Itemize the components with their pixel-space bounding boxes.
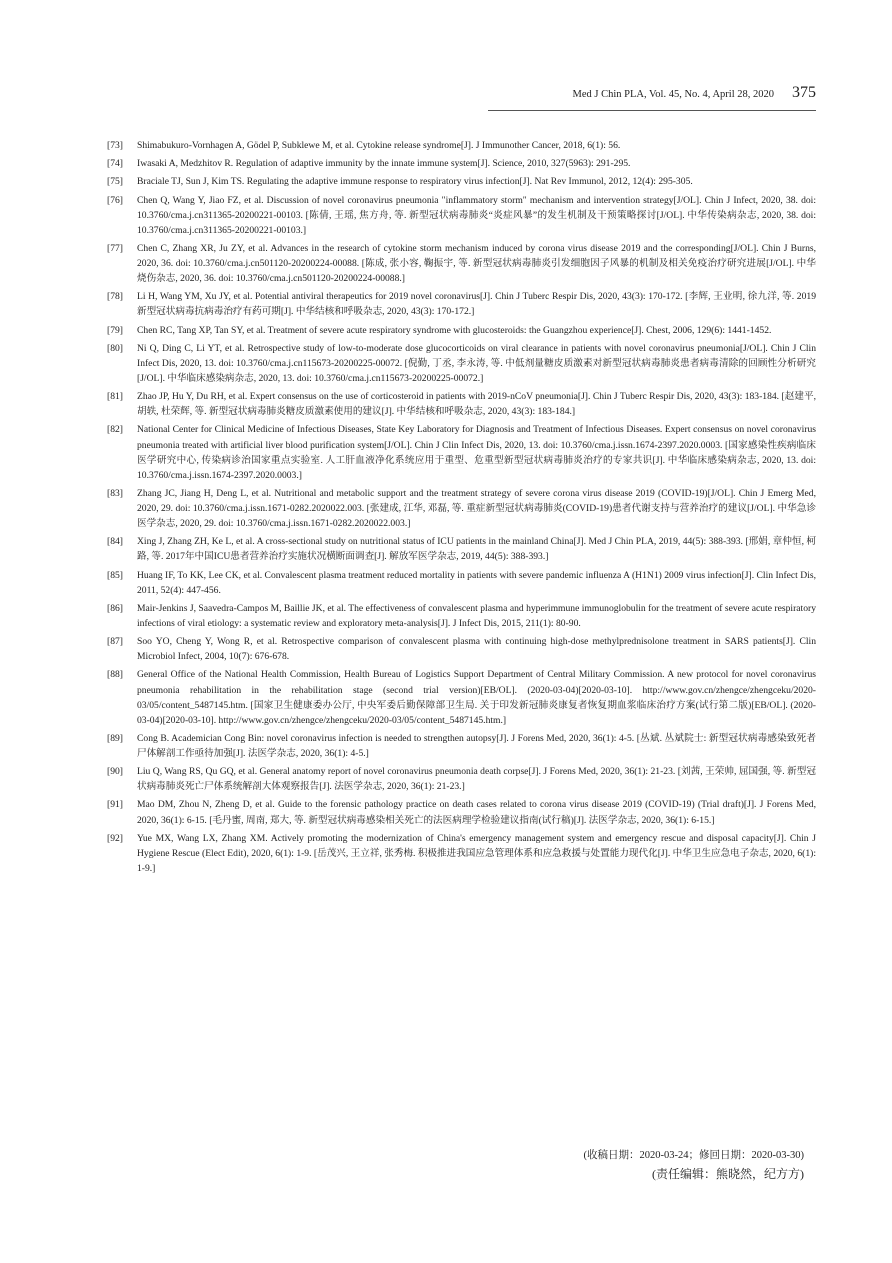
reference-number: [84] [107,536,123,548]
reference-text: Li H, Wang YM, Xu JY, et al. Potential antiviral therapeutics for 2019 novel coronavirus[J]. Chin J Tuberc Respir Dis, 2020, 43(3): 170-172. [李辉, 王业明, 徐九洋, 等. 2019新型冠状病毒抗病毒治疗有药可期[J]. 中华结核和呼吸杂志, 2020, 43(3): 170-172.] [137,291,816,318]
received-revised-dates: (收稿日期：2020-03-24；修回日期：2020-03-30) [583,1150,804,1161]
reference-number: [81] [107,391,123,403]
reference-number: [76] [107,194,123,206]
reference-number: [82] [107,424,123,436]
reference-item [107,422,816,482]
reference-text: Huang IF, To KK, Lee CK, et al. Convalescent plasma treatment reduced mortality in patients with severe pandemic influenza A (H1N1) 2009 virus infection[J]. Clin Infect Dis, 2011, 52(4): 447-456. [137,569,816,596]
reference-item [107,193,816,238]
reference-number: [74] [107,158,123,170]
reference-item [107,241,816,286]
reference-item [107,389,816,419]
reference-number: [86] [107,602,123,614]
running-header [488,84,816,111]
reference-number: [85] [107,569,123,581]
reference-item [107,797,816,827]
reference-text: Shimabukuro-Vornhagen A, Gödel P, Subklewe M, et al. Cytokine release syndrome[J]. J Immunother Cancer, 2018, 6(1): 56. [137,140,621,151]
reference-number: [83] [107,487,123,499]
reference-text: National Center for Clinical Medicine of Infectious Diseases, State Key Laboratory for Diagnosis and Treatment of Infectious Diseases. Expert consensus on novel coronavirus pneumonia treated with artificial liver blood purification system[J/OL]. Chin J Clin Infect Dis, 2020, 13. doi: 10.3760/cma.j.issn.1674-2397.2020.0003. [国家感染性疾病临床医学研究中心, 传染病诊治国家重点实验室. 人工肝血液净化系统应用于重型、危重型新型冠状病毒肺炎治疗的专家共识[J]. 中华临床感染病杂志, 2020, 13. doi: 10.3760/cma.j.issn.1674-2397.2020.0003.] [137,424,816,481]
journal-citation: Med J Chin PLA, Vol. 45, No. 4, April 28, 2020 [572,89,774,100]
reference-text: Soo YO, Cheng Y, Wong R, et al. Retrospective comparison of convalescent plasma with continuing high-dose methylprednisolone treatment in SARS patients[J]. Clin Microbiol Infect, 2004, 10(7): 676-678. [137,636,816,663]
article-footer [584,1147,804,1184]
reference-item [107,289,816,319]
reference-number: [88] [107,669,123,681]
reference-item [107,831,816,876]
reference-item [107,667,816,727]
reference-text: Yue MX, Wang LX, Zhang XM. Actively promoting the modernization of China's emergency management system and emergency rescue and disposal capacity[J]. Chin J Hygiene Rescue (Elect Edit), 2020, 6(1): 1-9. [岳茂兴, 王立祥, 张秀梅. 积极推进我国应急管理体系和应急救援与处置能力现代化[J]. 中华卫生应急电子杂志, 2020, 6(1): 1-9.] [137,832,816,874]
reference-text: Chen RC, Tang XP, Tan SY, et al. Treatment of severe acute respiratory syndrome with glucosteroids: the Guangzhou experience[J]. Chest, 2006, 129(6): 1441-1452. [137,324,772,336]
reference-text: Mao DM, Zhou N, Zheng D, et al. Guide to the forensic pathology practice on death cases related to corona virus disease 2019 (COVID-19) (Trial draft)[J]. J Forens Med, 2020, 36(1): 6-15. [毛丹蜜, 周南, 郑大, 等. 新型冠状病毒感染相关死亡的法医病理学检验建议指南(试行稿)[J]. 法医学杂志, 2020, 36(1): 6-15.] [137,799,816,826]
reference-list [107,138,816,879]
reference-number: [91] [107,799,123,811]
reference-number: [89] [107,732,123,744]
reference-number: [90] [107,766,123,778]
reference-number: [77] [107,242,123,254]
reference-text: Braciale TJ, Sun J, Kim TS. Regulating the adaptive immune response to respiratory virus infection[J]. Nat Rev Immunol, 2012, 12(4): 295-305. [137,176,693,188]
reference-text: Zhang JC, Jiang H, Deng L, et al. Nutritional and metabolic support and the treatment strategy of severe corona virus disease 2019 (COVID-19)[J/OL]. Chin J Emerg Med, 2020, 29. doi: 10.3760/cma.j.issn.1671-0282.2020022.003. [张建成, 江华, 邓磊, 等. 重症新型冠状病毒肺炎(COVID-19)患者代谢支持与营养治疗的建议[J/OL]. 中华急诊医学杂志, 2020, 29. doi: 10.3760/cma.j.issn.1671-0282.2020022.003.] [137,487,816,530]
reference-item [107,486,816,531]
reference-item [107,601,816,631]
reference-item [107,138,816,153]
reference-number: [80] [107,342,123,354]
reference-item [107,156,816,171]
reference-text: Chen C, Zhang XR, Ju ZY, et al. Advances in the research of cytokine storm mechanism induced by corona virus disease 2019 and the corresponding[J/OL]. Chin J Burns, 2020, 36. doi: 10.3760/cma.j.cn501120-20200224-00088. [陈成, 张小容, 鞠振宇, 等. 新型冠状病毒肺炎引发细胞因子风暴的机制及相关免疫治疗研究进展[J/OL]. 中华烧伤杂志, 2020, 36. doi: 10.3760/cma.j.cn501120-20200224-00088.] [137,242,816,285]
reference-text: Iwasaki A, Medzhitov R. Regulation of adaptive immunity by the innate immune system[J]. Science, 2010, 327(5963): 291-295. [137,158,631,170]
reference-text: Ni Q, Ding C, Li YT, et al. Retrospective study of low-to-moderate dose glucocorticoids on viral clearance in patients with novel coronavirus pneumonia[J/OL]. Chin J Clin Infect Dis, 2020, 13. doi: 10.3760/cma.j.cn115673-20200225-00072. [倪勤, 丁丞, 李永涛, 等. 中低剂量糖皮质激素对新型冠状病毒肺炎患者病毒清除的回顾性分析研究[J/OL]. 中华临床感染病杂志, 2020, 13. doi: 10.3760/cma.j.cn115673-20200225-00072.] [137,342,816,384]
reference-item [107,568,816,598]
reference-text: Xing J, Zhang ZH, Ke L, et al. A cross-sectional study on nutritional status of ICU patients in the mainland China[J]. Med J Chin PLA, 2019, 44(5): 388-393. [邢娟, 章仲恒, 柯路, 等. 2017年中国ICU患者营养治疗实施状况横断面调查[J]. 解放军医学杂志, 2019, 44(5): 388-393.] [137,536,816,563]
reference-item [107,174,816,189]
reference-text: Chen Q, Wang Y, Jiao FZ, et al. Discussion of novel coronavirus pneumonia "inflammatory storm" mechanism and intervention strategy[J/OL]. Chin J Infect, 2020, 38. doi: 10.3760/cma.j.cn311365-20200221-00103. [陈倩, 王瑶, 焦方舟, 等. 新型冠状病毒肺炎“炎症风暴”的发生机制及干预策略探讨[J/OL]. 中华传染病杂志, 2020, 38. doi: 10.3760/cma.j.cn311365-20200221-00103.] [137,194,816,236]
reference-number: [92] [107,832,123,844]
reference-number: [78] [107,291,123,303]
reference-text: Liu Q, Wang RS, Qu GQ, et al. General anatomy report of novel coronavirus pneumonia death corpse[J]. J Forens Med, 2020, 36(1): 21-23. [刘茜, 王荣帅, 屈国强, 等. 新型冠状病毒肺炎死亡尸体系统解剖大体观察报告[J]. 法医学杂志, 2020, 36(1): 21-23.] [137,766,816,793]
reference-text: General Office of the National Health Commission, Health Bureau of Logistics Support Department of Central Military Commission. A new protocol for novel coronavirus pneumonia rehabilitation in the rehabilitation stage (second trial version)[EB/OL]. (2020-03-04)[2020-03-10]. http://www.gov.cn/zhengce/zhengceku/2020-03/05/content_5487145.htm. [国家卫生健康委办公厅, 中央军委后勤保障部卫生局. 关于印发新冠肺炎康复者恢复期血浆临床治疗方案(试行第二版)[EB/OL]. (2020-03-04)[2020-03-10]. http://www.gov.cn/zhengce/zhengceku/2020-03/05/content_5487145.htm.] [137,669,816,726]
reference-item [107,341,816,386]
responsible-editors: (责任编辑：熊晓然，纪方方) [652,1167,804,1181]
reference-item [107,731,816,761]
reference-number: [87] [107,636,123,648]
reference-number: [75] [107,176,123,188]
reference-number: [73] [107,140,123,151]
reference-text: Cong B. Academician Cong Bin: novel coronavirus infection is needed to strengthen autopsy[J]. J Forens Med, 2020, 36(1): 4-5. [丛斌. 丛斌院士: 新型冠状病毒感染致死者尸体解剖工作亟待加强[J]. 法医学杂志, 2020, 36(1): 4-5.] [137,732,816,759]
reference-item [107,634,816,664]
reference-text: Zhao JP, Hu Y, Du RH, et al. Expert consensus on the use of corticosteroid in patients with 2019-nCoV pneumonia[J]. Chin J Tuberc Respir Dis, 2020, 43(3): 183-184. [赵建平, 胡轶, 杜荣辉, 等. 新型冠状病毒肺炎糖皮质激素使用的建议[J]. 中华结核和呼吸杂志, 2020, 43(3): 183-184.] [137,391,816,418]
reference-item [107,764,816,794]
page-number: 375 [792,84,816,101]
reference-item [107,534,816,564]
reference-text: Mair-Jenkins J, Saavedra-Campos M, Baillie JK, et al. The effectiveness of convalescent plasma and hyperimmune immunoglobulin for the treatment of severe acute respiratory infections of viral etiology: a systematic review and exploratory meta-analysis[J]. J Infect Dis, 2015, 211(1): 80-90. [137,602,816,629]
reference-number: [79] [107,324,123,336]
reference-item [107,323,816,338]
